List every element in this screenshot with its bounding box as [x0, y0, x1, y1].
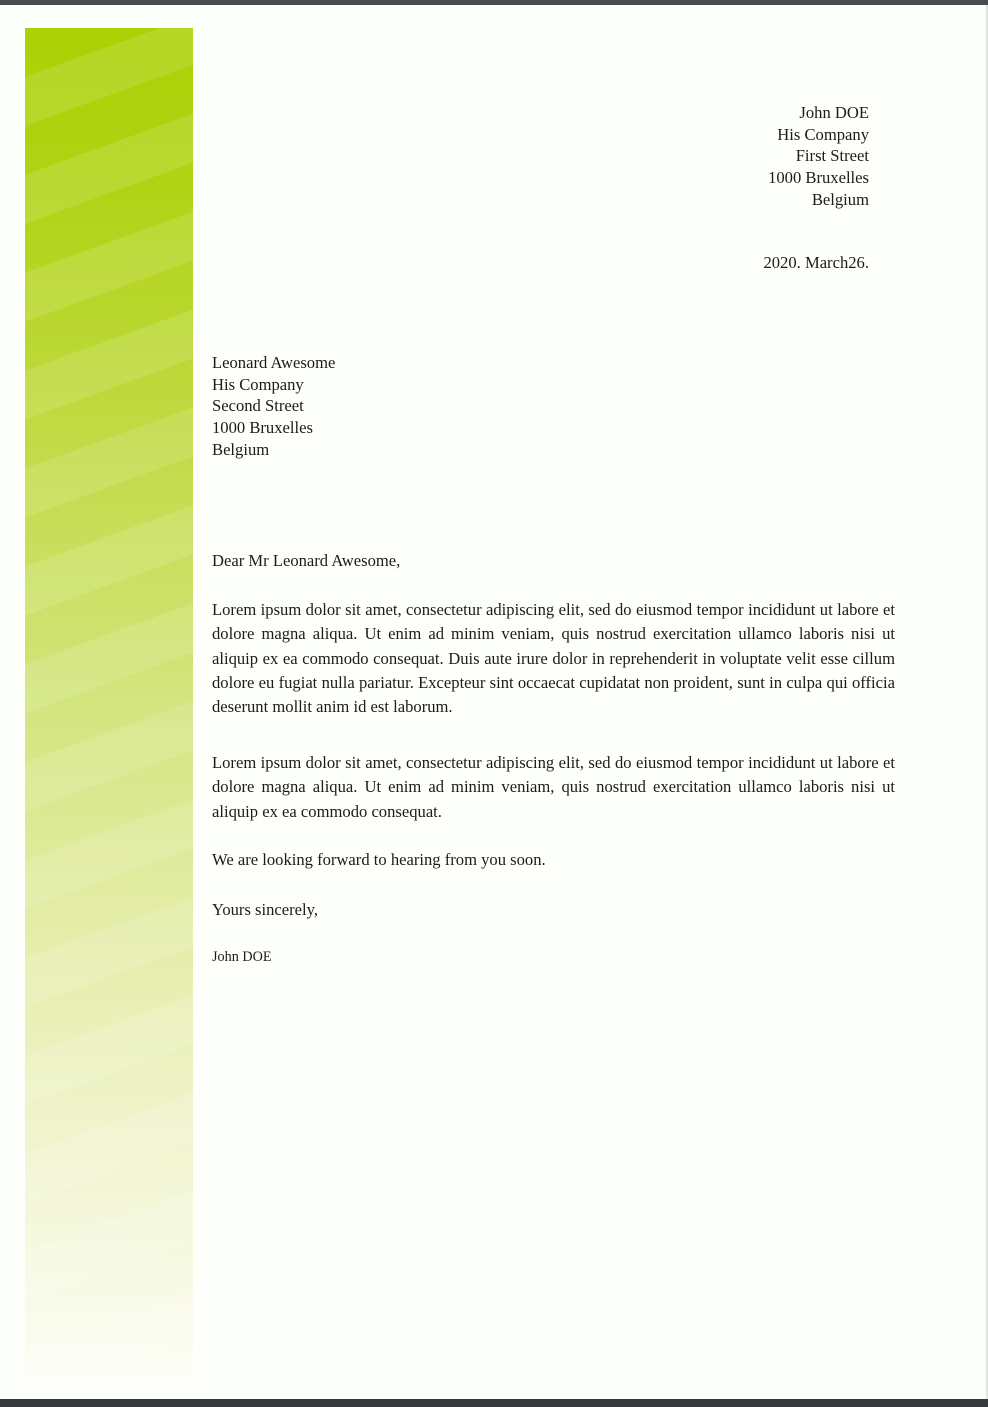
body-paragraph-2: Lorem ipsum dolor sit amet, consectetur adipiscing elit, sed do eiusmod tempor incididunt ut labore et dolore magna aliqua. Ut enim ad minim veniam, quis nostrud exercitation ullamco laboris nisi ut aliquip ex ea commodo consequat.: [212, 753, 895, 821]
recipient-name: Leonard Awesome: [212, 353, 336, 372]
body-paragraph-1: Lorem ipsum dolor sit amet, consectetur adipiscing elit, sed do eiusmod tempor incididunt ut labore et dolore magna aliqua. Ut enim ad minim veniam, quis nostrud exercitation ullamco laboris nisi ut aliquip ex ea commodo consequat. Duis aute irure dolor in reprehenderit in voluptate velit esse cillum dolore eu fugiat nulla pariatur. Excepteur sint occaecat cupidatat non proident, sunt in culpa qui officia deserunt mollit anim id est laborum.: [212, 600, 895, 717]
recipient-address-block: [212, 352, 335, 461]
sender-address-block: [768, 102, 869, 211]
sender-company: His Company: [777, 124, 869, 144]
closing-line: We are looking forward to hearing from you soon.: [212, 850, 546, 869]
sender-name: John DOE: [799, 103, 869, 122]
green-gradient-sidebar: [25, 28, 193, 1380]
valediction: Yours sincerely,: [212, 900, 319, 919]
recipient-country: Belgium: [212, 439, 270, 459]
recipient-company: His Company: [212, 374, 304, 394]
salutation: Dear Mr Leonard Awesome,: [212, 551, 401, 570]
sender-country: Belgium: [811, 189, 869, 209]
sender-street: First Street: [795, 146, 869, 166]
viewer-bottom-edge: [0, 1399, 988, 1407]
recipient-street: Second Street: [212, 396, 304, 416]
recipient-city: 1000 Bruxelles: [212, 418, 313, 438]
signature-name: John DOE: [212, 949, 272, 965]
sender-city: 1000 Bruxelles: [768, 168, 869, 188]
letter-date: 2020. March26.: [763, 253, 869, 272]
viewer-top-edge: [0, 0, 988, 5]
